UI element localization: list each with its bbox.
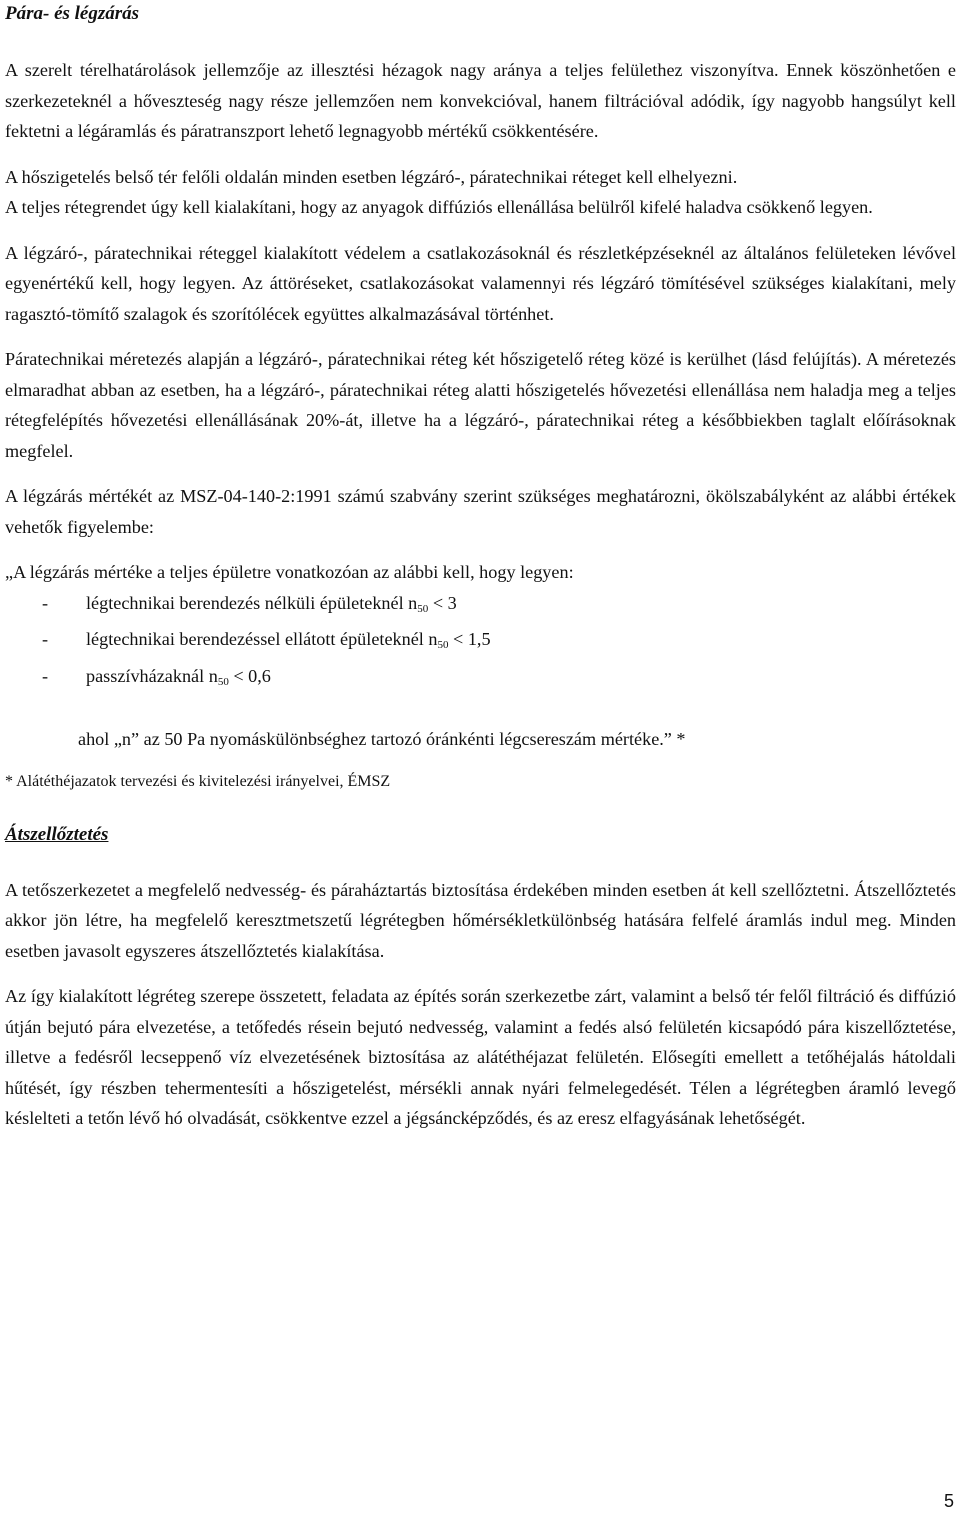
section-title-atszelloztetes: Átszellőztetés [5,823,109,845]
requirements-list [5,588,956,698]
list-item: - légtechnikai berendezés nélküli épületeknél $n_{50} < 3$ [42,592,457,615]
paragraph-dimensioning: Páratechnikai méretezés alapján a légzáró-, páratechnikai réteg két hőszigetelő réteg közé is kerülhet (lásd felújítás). A méretezés elmaradhat abban az esetben, ha a légzáró-, páratechnikai réteg alatti hőszigetelés hővezetési ellenállása nem haladja meg a teljes rétegfelépítés hővezetési ellenállásának 20%-át, illetve ha a légzáró-, páratechnikai réteg a későbbiekben taglalt előírásoknak megfelel. [5,349,956,461]
paragraph-ventilation: A tetőszerkezetet a megfelelő nedvesség- és páraháztartás biztosítása érdekében minden esetben át kell szellőztetni. Átszellőztetés akkor jön létre, ha megfelelő keresztmetszetű légrétegben hőmérsékletkülönbség hatására felfelé áramlás indul meg. Minden esetben javasolt egyszeres átszellőztetés kialakítása. [5,879,956,961]
paragraph-air-layer: Az így kialakított légréteg szerepe összetett, feladata az építés során szerkezetbe zárt, valamint a belső tér felől filtráció és diffúzió útján bejutó pára elvezetése, a tetőfedés résein bejutó nedvesség, valamint a fedés alsó felületén kicsapódó pára kiszellőztetése, illetve a fedésről lecseppenő víz elvezetésének biztosítása az alátéthéjazat felületén. Elősegíti emellett a tetőhéjalás hátoldali hűtését, így részben tehermentesíti a hőszigetelést, mérsékli annak nyári felmelegedését. Télen a légrétegben áramló levegő késlelteti a tetőn lévő hó olvadását, csökkentve ezzel a jégsáncképződés, és az eresz elfagyásának lehetőségét. [5,986,956,1128]
paragraph-protection: A légzáró-, páratechnikai réteggel kialakított védelem a csatlakozásoknál és részletképzéseknél az általános felületeken lévővel egyenértékű kell, hogy legyen. Az áttöréseket, csatlakozásokat valamennyi rés légzáró tömítésével szükséges kialakítani, mely ragasztó-tömítő szalagok és szorítólécek együttes alkalmazásával történhet. [5,242,956,324]
definition-line: ahol „n” az 50 Pa nyomáskülönbséghez tartozó óránkénti légcsereszám mértéke.” * [78,729,686,749]
paragraph-standard: A légzárás mértékét az MSZ-04-140-2:1991 számú szabvány szerint szükséges meghatározni, ökölszabályként az alábbi értékek vehetők figyelembe: [5,486,956,537]
paragraph-intro: A szerelt térelhatárolások jellemzője az illesztési hézagok nagy aránya a teljes felülethez viszonyítva. Ennek köszönhetően e szerkezeteknél a hőveszteség nagy része jellemzően nem konvekcióval, hanem filtrációval adódik, így nagyobb hangsúlyt kell fektetni a légáramlás és páratranszport lehető legnagyobb mértékű csökkentésére. [5,60,956,141]
paragraph-layer-order: A teljes rétegrendet úgy kell kialakítani, hogy az anyagok diffúziós ellenállása belülről kifelé haladva csökkenő legyen. [5,197,873,217]
page-number: 5 [943,1491,954,1511]
list-item: - passzívházaknál $n_{50} < 0,6$ [42,665,271,688]
paragraph-inner-layer: A hőszigetelés belső tér felőli oldalán minden esetben légzáró-, páratechnikai réteget kell elhelyezni. [5,166,738,187]
quote-intro: „A légzárás mértéke a teljes épületre vonatkozóan az alábbi kell, hogy legyen: [5,562,574,582]
document-page [5,0,956,1134]
list-item: - légtechnikai berendezéssel ellátott épületeknél $n_{50} < 1,5$ [42,629,491,651]
footnote: * Alátéthéjazatok tervezési és kivitelezési irányelvei, ÉMSZ [5,772,391,790]
section-title-para-es-legzaras: Pára- és légzárás [5,3,140,24]
